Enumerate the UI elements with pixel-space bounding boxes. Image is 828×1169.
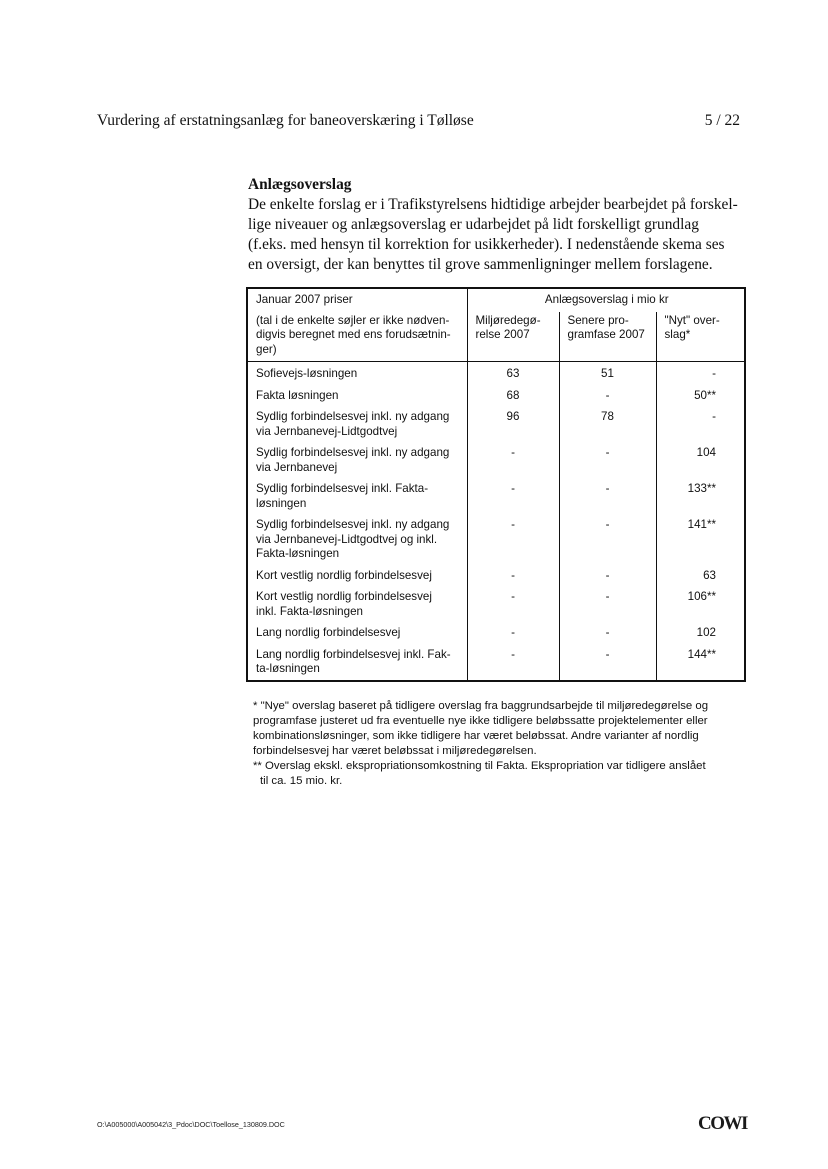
value-miljoredegorelse: - xyxy=(467,478,559,514)
value-programfase: - xyxy=(559,442,656,478)
footnote-line: ** Overslag ekskl. ekspropriationsomkostning til Fakta. Ekspropriation var tidligere anslået xyxy=(253,760,706,772)
value-nyt-overslag: 133** xyxy=(687,482,716,495)
table-row xyxy=(247,644,745,681)
column-note-text: (tal i de enkelte søjler er ikke nødven- digvis beregnet med ens forudsætnin- ger) xyxy=(256,313,451,356)
value-programfase: - xyxy=(559,586,656,622)
table-footnotes xyxy=(253,699,743,789)
row-label: Sydlig forbindelsesvej inkl. ny adgang via Jernbanevej-Lidtgodtvej xyxy=(247,406,467,442)
column-note xyxy=(247,312,467,362)
value-programfase: - xyxy=(559,622,656,644)
value-miljoredegorelse: 68 xyxy=(467,385,559,407)
paragraph-line: (f.eks. med hensyn til korrektion for usikkerheder). I nedenstående skema ses xyxy=(248,236,725,253)
footnote-line: programfase justeret ud fra eventuelle nye ikke tidligere beløbssatte projektelementer eller xyxy=(253,715,708,727)
value-nyt-overslag: 106** xyxy=(687,590,716,603)
table-header-row xyxy=(247,288,745,312)
column-header-nyt-overslag: "Nyt" over- slag* xyxy=(664,313,720,341)
value-nyt-overslag: 104 xyxy=(696,446,716,459)
row-label: Lang nordlig forbindelsesvej xyxy=(247,622,467,644)
row-label: Sydlig forbindelsesvej inkl. Fakta- løsningen xyxy=(247,478,467,514)
value-miljoredegorelse: 96 xyxy=(467,406,559,442)
paragraph-line: lige niveauer og anlægsoverslag er udarbejdet på lidt forskelligt grundlag xyxy=(248,216,699,233)
column-header-programfase: Senere pro- gramfase 2007 xyxy=(559,312,656,362)
value-miljoredegorelse: - xyxy=(467,622,559,644)
value-nyt-overslag: 63 xyxy=(703,568,716,582)
row-label: Fakta løsningen xyxy=(247,385,467,407)
value-miljoredegorelse: 63 xyxy=(467,362,559,385)
paragraph-line: en oversigt, der kan benyttes til grove sammenligninger mellem forslagene. xyxy=(248,256,713,273)
value-programfase: - xyxy=(559,385,656,407)
value-nyt-overslag: 144** xyxy=(687,647,716,661)
table-row xyxy=(247,514,745,565)
value-programfase: - xyxy=(559,565,656,587)
value-programfase: 78 xyxy=(559,406,656,442)
table-body xyxy=(247,362,745,681)
value-nyt-overslag: 102 xyxy=(696,626,716,639)
table-row xyxy=(247,565,745,587)
value-nyt-overslag: 141** xyxy=(687,518,716,531)
footnote-line: til ca. 15 mio. kr. xyxy=(260,775,343,787)
table-row xyxy=(247,442,745,478)
table-row xyxy=(247,362,745,385)
value-miljoredegorelse: - xyxy=(467,565,559,587)
table-row xyxy=(247,622,745,644)
page-header xyxy=(97,112,740,136)
row-label: Sofievejs-løsningen xyxy=(247,362,467,385)
column-header-miljoredegorelse: Miljøredegø- relse 2007 xyxy=(467,312,559,362)
page-number: 5 / 22 xyxy=(704,112,740,129)
document-title: Vurdering af erstatningsanlæg for baneoverskæring i Tølløse xyxy=(97,112,474,129)
cowi-logo: COWI xyxy=(698,1113,747,1134)
value-programfase: 51 xyxy=(559,362,656,385)
price-basis-label: Januar 2007 priser xyxy=(247,288,467,312)
table-row xyxy=(247,385,745,407)
table-subheader-row xyxy=(247,312,745,362)
row-label: Lang nordlig forbindelsesvej inkl. Fak- ta-løsningen xyxy=(247,644,467,681)
value-miljoredegorelse: - xyxy=(467,442,559,478)
value-nyt-overslag: - xyxy=(712,367,716,380)
value-programfase: - xyxy=(559,478,656,514)
paragraph-line: De enkelte forslag er i Trafikstyrelsens hidtidige arbejder bearbejdet på forskel- xyxy=(248,196,738,213)
value-nyt-overslag: - xyxy=(712,410,716,423)
value-miljoredegorelse: - xyxy=(467,644,559,681)
row-label: Kort vestlig nordlig forbindelsesvej inkl. Fakta-løsningen xyxy=(247,586,467,622)
footnote-line: kombinationsløsninger, som ikke tidligere har været beløbssat. Andre varianter af nordlig xyxy=(253,730,699,742)
value-programfase: - xyxy=(559,514,656,565)
section-heading: Anlægsoverslag xyxy=(248,176,352,193)
file-path: O:\A005000\A005042\3_Pdoc\DOC\Toellose_130809.DOC xyxy=(97,1120,285,1129)
table-row xyxy=(247,586,745,622)
value-miljoredegorelse: - xyxy=(467,586,559,622)
row-label: Sydlig forbindelsesvej inkl. ny adgang via Jernbanevej xyxy=(247,442,467,478)
footnote-line: * "Nye" overslag baseret på tidligere overslag fra baggrundsarbejde til miljøredegørelse og xyxy=(253,700,709,712)
estimate-group-header: Anlægsoverslag i mio kr xyxy=(544,293,669,306)
row-label: Sydlig forbindelsesvej inkl. ny adgang via Jernbanevej-Lidtgodtvej og inkl. Fakta-løsningen xyxy=(247,514,467,565)
value-programfase: - xyxy=(559,644,656,681)
row-label: Kort vestlig nordlig forbindelsesvej xyxy=(247,565,467,587)
footnote-line: forbindelsesvej har været beløbssat i miljøredegørelsen. xyxy=(253,745,537,757)
table-row xyxy=(247,478,745,514)
value-nyt-overslag: 50** xyxy=(694,388,716,402)
table-row xyxy=(247,406,745,442)
value-miljoredegorelse: - xyxy=(467,514,559,565)
section-paragraph xyxy=(248,195,748,275)
section-anlaegsoverslag xyxy=(248,175,748,275)
cost-estimate-table xyxy=(246,287,746,682)
